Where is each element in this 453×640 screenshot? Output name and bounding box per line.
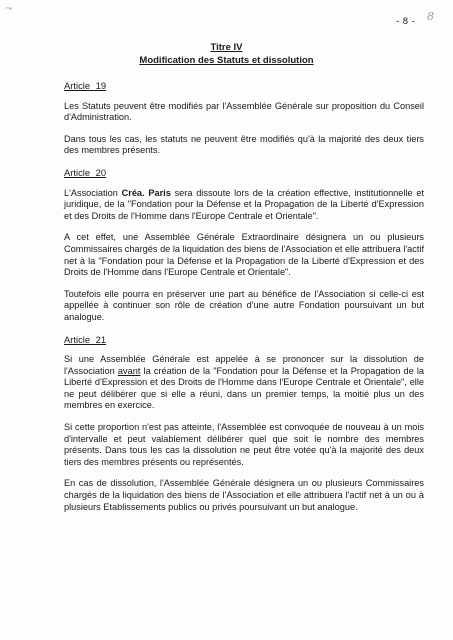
article-19-heading: Article 19 bbox=[64, 80, 107, 91]
article-20-p1-lead: L'Association bbox=[64, 187, 122, 198]
document-body bbox=[64, 80, 424, 523]
article-21-p1-lead: Si une Assemblée Générale est appelée à se prononcer sur la dissolution de l'Association bbox=[64, 354, 424, 376]
article-20-paragraph-1 bbox=[64, 188, 424, 223]
section-title: Titre IV bbox=[210, 42, 243, 53]
association-name: Créa. Paris bbox=[121, 187, 171, 198]
article-21-paragraph-3: En cas de dissolution, l'Assemblée Générale désignera un ou plusieurs Commissaires chargés de la liquidation des biens de l'Association et elle attribuera l'actif net à un ou à plusieurs Etablissements publics ou privés poursuivant un but analogue. bbox=[64, 478, 424, 512]
page-number: - 8 - bbox=[396, 16, 416, 27]
section-subtitle: Modification des Statuts et dissolution bbox=[139, 55, 314, 66]
article-21-paragraph-2: Si cette proportion n'est pas atteinte, l'Assemblée est convoquée de nouveau à un mois d'intervalle et peut valablement délibérer quel que soit le nombre des membres présents. Dans tous les cas la dissolution ne peut être votée qu'à la majorité des deux tiers des membres présents ou représentés. bbox=[64, 422, 424, 467]
article-21-paragraph-1 bbox=[64, 354, 424, 412]
handwritten-page-mark: 8 bbox=[427, 10, 434, 23]
article-19-paragraph-1: Les Statuts peuvent être modifiés par l'Assemblée Générale sur proposition du Conseil d'Administration. bbox=[64, 100, 424, 123]
article-20-paragraph-3: Toutefois elle pourra en préserver une part au bénéfice de l'Association si celle-ci est appellée à continuer son rôle de création d'une autre Fondation poursuivant un but analogue. bbox=[64, 288, 424, 322]
article-20-p1-rest: sera dissoute lors de la création effective, institutionnelle et juridique, de la "Fondation pour la Défense et la Propagation de la Liberté d'Expression et des Droits de l'Homme dans l'Europe Centrale et Orientale". bbox=[64, 187, 425, 221]
article-20-paragraph-2: A cet effet, une Assemblée Générale Extraordinaire désignera un ou plusieurs Commissaires chargés de la liquidation des biens de l'Association et elle attribuera l'actif net à la "Fondation pour la Défense et la Propagation de la Liberté d'Expression et des Droits de l'Homme dans l'Europe Centrale et Orientale". bbox=[64, 232, 424, 278]
article-21-heading: Article 21 bbox=[64, 333, 107, 345]
article-21-p1-rest: la création de la "Fondation pour la Défense et la Propagation de la Liberté d'Expression et des Droits de l'Homme dans l'Europe Centrale et Orientale", elle ne peut délibérer que si elle a réuni, dans un premier temps, la moitié plus un des membres en exercice. bbox=[64, 365, 424, 411]
article-19-paragraph-2: Dans tous les cas, les statuts ne peuvent être modifiés qu'à la majorité des deux tiers des membres présents. bbox=[64, 133, 424, 156]
article-20-heading: Article 20 bbox=[64, 166, 107, 178]
underlined-word-avant: avant bbox=[117, 365, 141, 376]
corner-mark: "* bbox=[6, 6, 12, 15]
